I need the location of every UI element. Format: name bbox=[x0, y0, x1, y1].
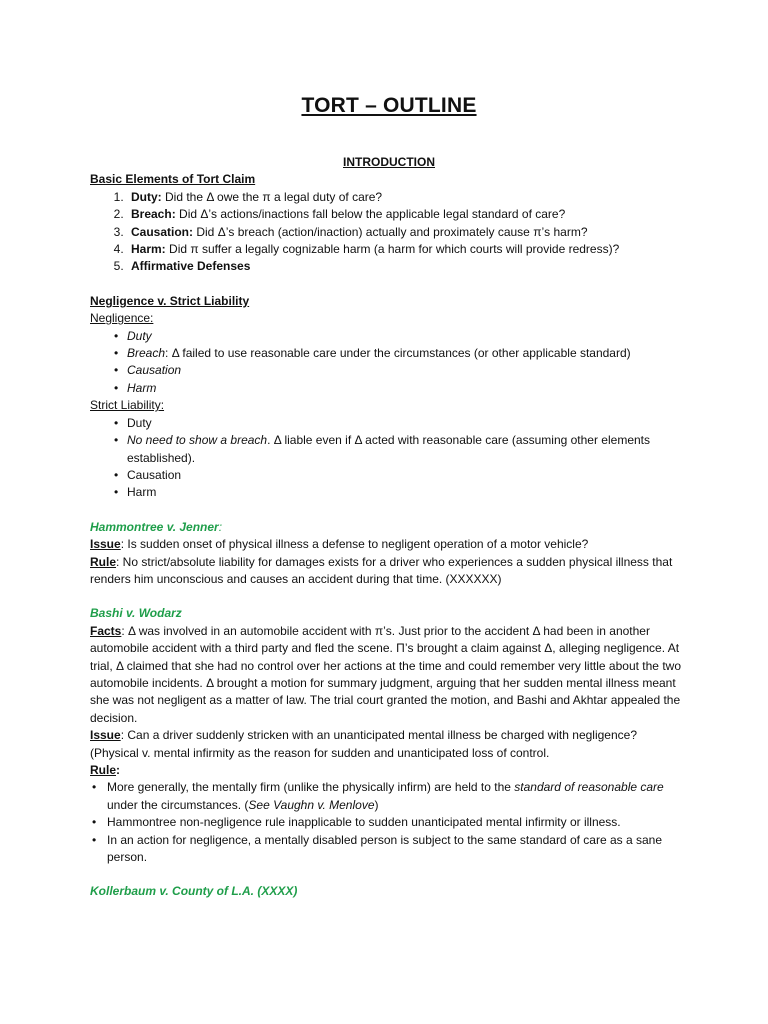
basic-elements-list bbox=[90, 189, 688, 276]
spacer bbox=[90, 276, 688, 293]
hammontree-issue: Issue: Is sudden onset of physical illness a defense to negligent operation of a motor vehicle? bbox=[90, 537, 589, 552]
list-item: • Causation bbox=[127, 467, 688, 484]
bashi-rule-list bbox=[90, 779, 688, 866]
list-item: 5. Affirmative Defenses bbox=[127, 258, 688, 275]
list-item: • In an action for negligence, a mentally disabled person is subject to the same standard of care as a sane person. bbox=[107, 832, 688, 867]
strict-liability-list bbox=[90, 415, 688, 502]
negligence-heading: Negligence: bbox=[90, 311, 154, 326]
list-item: • Duty bbox=[127, 328, 688, 345]
neg-vs-strict-heading: Negligence v. Strict Liability bbox=[90, 293, 250, 308]
strict-liability-heading: Strict Liability: bbox=[90, 398, 165, 413]
document-title: TORT – OUTLINE bbox=[301, 94, 477, 117]
list-item: • Breach: Δ failed to use reasonable care under the circumstances (or other applicable standard) bbox=[127, 345, 688, 362]
list-item: 3. Causation: Did Δ’s breach (action/inaction) actually and proximately cause π’s harm? bbox=[127, 224, 688, 241]
case-name-bashi: Bashi v. Wodarz bbox=[90, 606, 182, 621]
list-item: • Hammontree non-negligence rule inapplicable to sudden unanticipated mental infirmity or illness. bbox=[107, 814, 688, 831]
list-item: 4. Harm: Did π suffer a legally cognizable harm (a harm for which courts will provide redress)? bbox=[127, 241, 688, 258]
bashi-facts: Facts: Δ was involved in an automobile accident with π’s. Just prior to the accident Δ had been in another automobile accident with a third party and fled the scene. Π’s brought a claim against Δ, alleging negligence. At trial, Δ claimed that she had no control over her actions at the time and could remember very little about the two automobile incidents. Δ brought a motion for summary judgment, arguing that her sudden mental illness meant she was not negligent as a matter of law. The trial court granted the motion, and Bashi and Akhtar appealed the decision. bbox=[90, 623, 681, 725]
basic-elements-heading: Basic Elements of Tort Claim bbox=[90, 172, 256, 187]
list-item: • Causation bbox=[127, 362, 688, 379]
list-item: • Duty bbox=[127, 415, 688, 432]
bashi-rule-heading: Rule: bbox=[90, 763, 121, 777]
case-name-kollerbaum: Kollerbaum v. County of L.A. (XXXX) bbox=[90, 884, 298, 899]
spacer bbox=[90, 866, 688, 883]
spacer bbox=[90, 588, 688, 605]
list-item: 1. Duty: Did the Δ owe the π a legal duty of care? bbox=[127, 189, 688, 206]
bashi-issue: Issue: Can a driver suddenly stricken with an unanticipated mental illness be charged with negligence? (Physical v. mental infirmity as the reason for sudden and unanticipated loss of control. bbox=[90, 728, 637, 760]
spacer bbox=[90, 502, 688, 519]
list-item: • Harm bbox=[127, 484, 688, 501]
list-item: • No need to show a breach. Δ liable even if Δ acted with reasonable care (assuming other elements established). bbox=[127, 432, 688, 467]
introduction-heading: INTRODUCTION bbox=[343, 155, 435, 169]
list-item: 2. Breach: Did Δ’s actions/inactions fall below the applicable legal standard of care? bbox=[127, 206, 688, 223]
list-item: • Harm bbox=[127, 380, 688, 397]
negligence-list bbox=[90, 328, 688, 398]
hammontree-rule: Rule: No strict/absolute liability for damages exists for a driver who experiences a sudden physical illness that renders him unconscious and causes an accident during that time. (XXXXXX) bbox=[90, 554, 673, 586]
list-item: • More generally, the mentally firm (unlike the physically infirm) are held to the standard of reasonable care under the circumstances. (See Vaughn v. Menlove) bbox=[107, 779, 688, 814]
case-name-hammontree: Hammontree v. Jenner: bbox=[90, 519, 223, 534]
